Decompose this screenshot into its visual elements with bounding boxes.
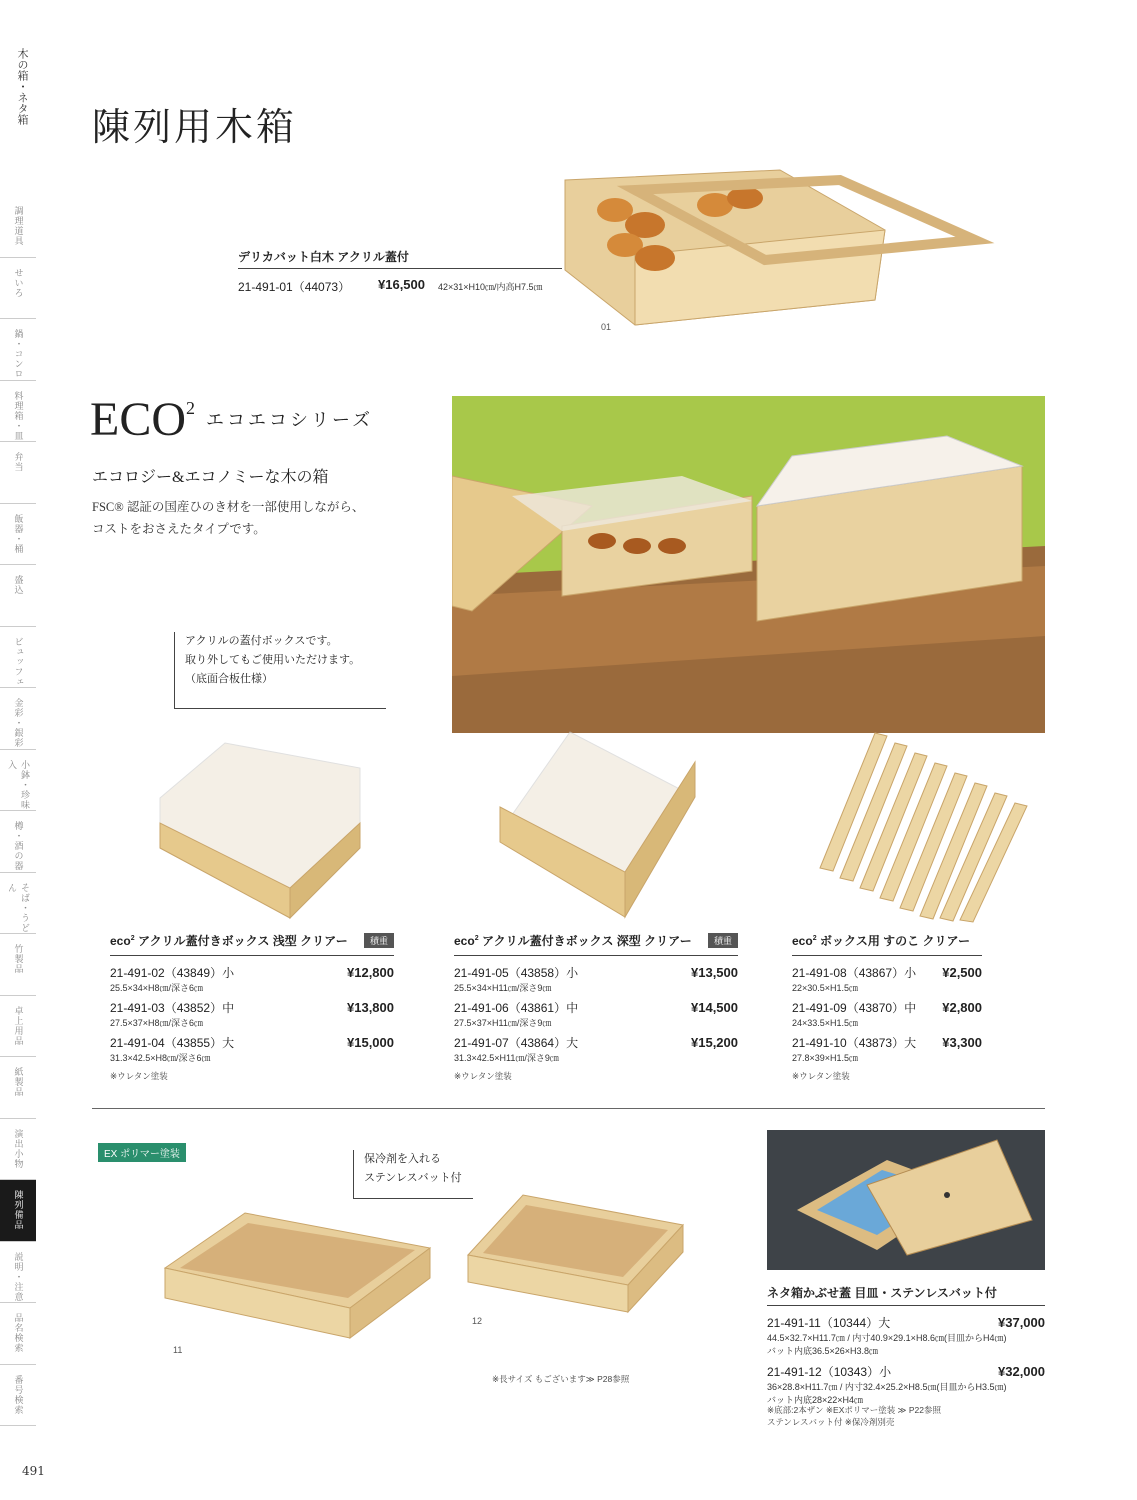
eco-callout-rule	[174, 708, 386, 709]
sunoko-image	[815, 728, 1035, 923]
stackable-badge: 積重	[708, 933, 738, 948]
product-rule	[110, 955, 394, 956]
neta-item	[767, 1363, 1045, 1406]
neta-name: ネタ箱かぶせ蓋 目皿・ステンレスバット付	[767, 1286, 997, 1300]
side-index-label: 陳列備品	[12, 1190, 23, 1230]
side-index-item[interactable]	[0, 1242, 36, 1304]
product-code: 21-491-05（43858）小	[454, 966, 579, 980]
side-index-item[interactable]	[0, 627, 36, 689]
product-name-text: ボックス用 すのこ クリアー	[819, 934, 971, 948]
neta-callout-line1: 保冷剤を入れる	[364, 1153, 441, 1165]
neta-callout-rule	[353, 1198, 473, 1199]
side-index-item[interactable]	[0, 1365, 36, 1427]
side-index-item[interactable]	[0, 258, 36, 320]
side-index-label: そば・うどん	[6, 882, 29, 933]
product-item	[110, 1034, 394, 1064]
product-prefix: eco	[110, 934, 131, 948]
neta-code: 21-491-12（10343）小	[767, 1365, 892, 1379]
product-price: ¥2,800	[942, 1000, 982, 1015]
product-price: ¥15,200	[691, 1035, 738, 1050]
eco-title-sup: 2	[186, 398, 195, 418]
product-price: ¥15,000	[347, 1035, 394, 1050]
side-index-label: 品名検索	[12, 1313, 23, 1353]
eco-lifestyle-image	[452, 396, 1045, 733]
side-index-label: 演出小物	[12, 1128, 23, 1169]
product-code: 21-491-06（43861）中	[454, 1001, 579, 1015]
product-code: 21-491-07（43864）大	[454, 1036, 579, 1050]
product-prefix-sup: 2	[474, 935, 479, 942]
side-index	[0, 196, 36, 1426]
neta-spec-tray: バット内底36.5×26×H3.8㎝	[767, 1346, 879, 1356]
product-item	[454, 964, 738, 994]
eco-callout-line1: アクリルの蓋付ボックスです。	[185, 635, 338, 647]
side-index-label: 卓上用品	[12, 1005, 23, 1046]
product-item	[792, 1034, 982, 1064]
neta-price: ¥37,000	[998, 1315, 1045, 1330]
delica-name: デリカバット白木 アクリル蓋付	[238, 250, 409, 264]
product-item	[110, 964, 394, 994]
side-index-item[interactable]	[0, 196, 36, 258]
eco-desc-line2: コストをおさえたタイプです。	[92, 522, 266, 536]
neta-item	[767, 1314, 1045, 1357]
product-item	[110, 999, 394, 1029]
delica-price: ¥16,500	[378, 277, 425, 292]
photo-number-11: 11	[173, 1345, 183, 1355]
product-name	[110, 932, 348, 949]
side-index-label: 竹製品	[12, 944, 23, 974]
product-name	[454, 932, 692, 949]
page-number: 491	[22, 1464, 45, 1478]
delica-box-image	[555, 150, 995, 340]
delica-photo-number: 01	[601, 322, 612, 332]
product-code: 21-491-09（43870）中	[792, 1001, 917, 1015]
product-note: ※ウレタン塗装	[454, 1071, 512, 1081]
product-rule	[454, 955, 738, 956]
neta-note-line1: ※底部:2本ザン ※EXポリマー塗装 ≫ P22参照	[767, 1405, 941, 1415]
product-name-text: アクリル蓋付きボックス 深型 クリアー	[481, 934, 692, 948]
neta-spec: 36×28.8×H11.7㎝ / 内寸32.4×25.2×H8.5㎝(目皿からH3.5㎝)	[767, 1382, 1007, 1392]
neta-items	[767, 1314, 1045, 1412]
product-spec: 25.5×34×H11㎝/深さ9㎝	[454, 983, 552, 993]
neta-code: 21-491-11（10344）大	[767, 1316, 891, 1330]
eco-callout	[174, 632, 360, 708]
product-spec: 22×30.5×H1.5㎝	[792, 983, 859, 993]
stackable-badge: 積重	[364, 933, 394, 948]
eco-desc-line1: FSC® 認証の国産ひのき材を一部使用しながら、	[92, 500, 365, 514]
product-price: ¥3,300	[942, 1035, 982, 1050]
eco-description	[92, 496, 364, 540]
neta-box-small-image	[463, 1190, 688, 1315]
neta-notes	[767, 1404, 941, 1428]
eco-series: エコエコシリーズ	[206, 410, 374, 430]
product-price: ¥13,800	[347, 1000, 394, 1015]
neta-spec: 44.5×32.7×H11.7㎝ / 内寸40.9×29.1×H8.6㎝(目皿からH4㎝)	[767, 1333, 1007, 1343]
product-prefix: eco	[792, 934, 813, 948]
product-spec: 27.5×37×H11㎝/深さ9㎝	[454, 1018, 552, 1028]
product-item	[454, 1034, 738, 1064]
side-index-item[interactable]	[0, 996, 36, 1058]
section-divider	[92, 1108, 1045, 1109]
product-code: 21-491-10（43873）大	[792, 1036, 917, 1050]
side-index-label: せいろ	[12, 267, 23, 298]
neta-note-line2: ステンレスバット付 ※保冷剤別売	[767, 1417, 895, 1427]
side-index-item[interactable]	[0, 811, 36, 873]
product-item	[792, 999, 982, 1029]
product-price: ¥13,500	[691, 965, 738, 980]
product-rule	[792, 955, 982, 956]
side-index-label: ビュッフェ	[12, 636, 23, 687]
eco-title	[90, 392, 195, 447]
side-index-item[interactable]	[0, 504, 36, 566]
side-index-label: 樽・酒の器	[12, 821, 23, 871]
product-spec: 27.5×37×H8㎝/深さ6㎝	[110, 1018, 204, 1028]
deep-box-image	[495, 722, 700, 922]
product-spec: 31.3×42.5×H11㎝/深さ9㎝	[454, 1053, 559, 1063]
side-index-item[interactable]	[0, 934, 36, 996]
delica-code: 21-491-01（44073）	[238, 280, 351, 294]
product-item	[792, 964, 982, 994]
side-index-label: 調理道具	[12, 206, 23, 246]
neta-box-detail-image	[767, 1130, 1045, 1270]
eco-callout-line2: 取り外してもご使用いただけます。	[185, 654, 361, 666]
neta-price: ¥32,000	[998, 1364, 1045, 1379]
side-index-item[interactable]	[0, 750, 36, 812]
product-spec: 31.3×42.5×H8㎝/深さ6㎝	[110, 1053, 211, 1063]
eco-callout-line3: （底面合板仕様）	[185, 673, 273, 685]
side-index-item[interactable]	[0, 565, 36, 627]
product-spec: 24×33.5×H1.5㎝	[792, 1018, 859, 1028]
side-index-item[interactable]	[0, 1119, 36, 1181]
product-prefix: eco	[454, 934, 475, 948]
product-spec: 27.8×39×H1.5㎝	[792, 1053, 859, 1063]
product-price: ¥14,500	[691, 1000, 738, 1015]
side-index-label: 紙製品	[12, 1067, 23, 1097]
neta-spec-tray: バット内底28×22×H4㎝	[767, 1395, 864, 1405]
product-code: 21-491-03（43852）中	[110, 1001, 235, 1015]
product-name	[792, 932, 970, 949]
product-header	[792, 932, 982, 949]
side-index-label: 飯器・桶	[12, 513, 23, 554]
product-note: ※ウレタン塗装	[792, 1071, 850, 1081]
side-index-label: 説明・注意	[12, 1251, 23, 1302]
photo-number-12: 12	[472, 1316, 483, 1326]
delica-spec: 42×31×H10㎝/内高H7.5㎝	[438, 282, 543, 292]
product-note: ※ウレタン塗装	[110, 1071, 168, 1081]
product-code: 21-491-04（43855）大	[110, 1036, 235, 1050]
page-title: 陳列用木箱	[92, 107, 298, 149]
neta-box-large-image	[160, 1208, 435, 1343]
long-size-note: ※長サイズ もございます≫ P28参照	[492, 1374, 630, 1384]
side-index-item[interactable]	[0, 873, 36, 935]
side-index-item[interactable]	[0, 319, 36, 381]
product-code: 21-491-08（43867）小	[792, 966, 917, 980]
side-index-label: 番号検索	[12, 1374, 23, 1415]
neta-callout-line2: ステンレスバット付	[364, 1172, 462, 1184]
neta-callout	[353, 1150, 462, 1198]
side-index-label: 鍋・コンロ	[12, 329, 23, 379]
product-column	[110, 932, 394, 1082]
product-column	[454, 932, 738, 1082]
side-index-label: 金彩・銀彩	[12, 698, 23, 748]
side-index-item[interactable]	[0, 1303, 36, 1365]
product-prefix-sup: 2	[130, 935, 135, 942]
side-index-label: 盛込	[12, 575, 23, 595]
side-index-item[interactable]	[0, 1057, 36, 1119]
side-category-label: 木の箱・ネタ箱	[16, 48, 29, 125]
product-column	[792, 932, 982, 1082]
side-index-label: 小鉢・珍味入	[6, 759, 29, 810]
neta-rule	[767, 1305, 1045, 1306]
product-price: ¥2,500	[942, 965, 982, 980]
ex-polymer-badge: EX ポリマー塗装	[98, 1143, 186, 1162]
eco-subtitle: エコロジー&エコノミーな木の箱	[92, 469, 329, 486]
product-prefix-sup: 2	[812, 935, 817, 942]
side-index-item[interactable]	[0, 442, 36, 504]
side-index-item[interactable]	[0, 1180, 36, 1242]
product-header	[110, 932, 394, 949]
product-price: ¥12,800	[347, 965, 394, 980]
product-code: 21-491-02（43849）小	[110, 966, 235, 980]
side-index-item[interactable]	[0, 688, 36, 750]
side-index-label: 料理箱・皿	[12, 390, 23, 441]
side-index-item[interactable]	[0, 381, 36, 443]
shallow-box-image	[155, 738, 365, 923]
product-item	[454, 999, 738, 1029]
side-index-label: 弁当	[12, 452, 23, 472]
eco-title-text: ECO	[90, 393, 186, 446]
product-header	[454, 932, 738, 949]
product-name-text: アクリル蓋付きボックス 浅型 クリアー	[137, 934, 348, 948]
product-spec: 25.5×34×H8㎝/深さ6㎝	[110, 983, 204, 993]
delica-rule	[238, 268, 562, 269]
